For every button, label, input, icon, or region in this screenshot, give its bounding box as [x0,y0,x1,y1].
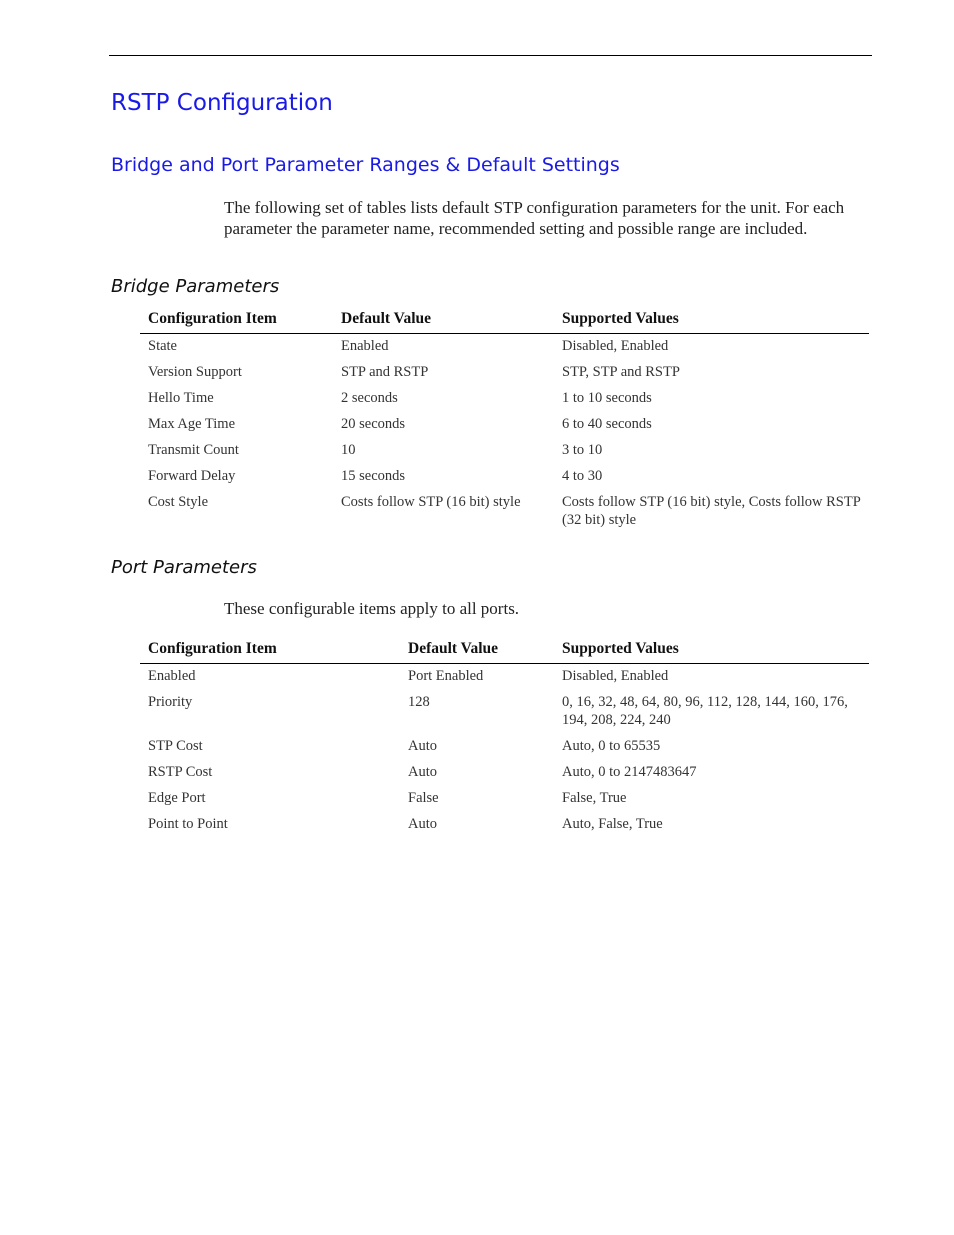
bridge-parameters-heading: Bridge Parameters [111,276,280,297]
supported-values-cell: Costs follow STP (16 bit) style, Costs follow RSTP (32 bit) style [562,494,861,528]
table-row [140,785,869,811]
column-header: Supported Values [554,639,869,664]
default-value-cell: False [408,790,439,806]
default-value-cell: 128 [408,694,430,710]
table-row [140,359,869,385]
header-rule [109,55,872,56]
supported-values-cell: 3 to 10 [562,442,603,458]
port-note-paragraph: These configurable items apply to all ports. [224,599,520,618]
port-parameters-table [140,639,869,837]
supported-values-cell: Auto, False, True [562,816,663,832]
configuration-item-cell: Point to Point [148,816,228,832]
supported-values-cell: STP, STP and RSTP [562,364,680,380]
table-row [140,411,869,437]
table-row [140,689,869,733]
table-row [140,437,869,463]
table-row [140,385,869,411]
supported-values-cell: 6 to 40 seconds [562,416,652,432]
table-header-row [140,309,869,334]
supported-values-cell: 1 to 10 seconds [562,390,652,406]
table-row [140,759,869,785]
configuration-item-cell: Forward Delay [148,468,236,484]
default-value-cell: 15 seconds [341,468,406,484]
table-row [140,664,869,690]
column-header: Configuration Item [140,639,400,664]
default-value-cell: 20 seconds [341,416,406,432]
configuration-item-cell: RSTP Cost [148,764,213,780]
configuration-item-cell: Enabled [148,668,196,684]
configuration-item-cell: State [148,338,177,354]
supported-values-cell: 4 to 30 [562,468,603,484]
column-header: Default Value [400,639,554,664]
default-value-cell: Port Enabled [408,668,484,684]
intro-paragraph: The following set of tables lists default STP configuration parameters for the unit. For each parameter the parameter name, recommended setting and possible range are included. [224,198,845,238]
supported-values-cell: Auto, 0 to 2147483647 [562,764,697,780]
default-value-cell: 10 [341,442,356,458]
default-value-cell: Enabled [341,338,389,354]
configuration-item-cell: Version Support [148,364,242,380]
configuration-item-cell: Priority [148,694,193,710]
column-header: Default Value [333,309,554,334]
table-row [140,463,869,489]
configuration-item-cell: Edge Port [148,790,206,806]
configuration-item-cell: STP Cost [148,738,203,754]
table-row [140,334,869,360]
default-value-cell: Auto [408,738,437,754]
port-parameters-heading: Port Parameters [111,557,257,578]
table-row [140,733,869,759]
table-row [140,811,869,837]
bridge-parameters-table [140,309,869,533]
default-value-cell: Auto [408,816,437,832]
configuration-item-cell: Transmit Count [148,442,239,458]
configuration-item-cell: Hello Time [148,390,214,406]
supported-values-cell: Disabled, Enabled [562,338,669,354]
supported-values-cell: Auto, 0 to 65535 [562,738,661,754]
page-title: RSTP Configuration [111,90,333,116]
column-header: Supported Values [554,309,869,334]
table-row [140,489,869,533]
default-value-cell: STP and RSTP [341,364,429,380]
configuration-item-cell: Cost Style [148,494,209,510]
supported-values-cell: 0, 16, 32, 48, 64, 80, 96, 112, 128, 144, 160, 176, 194, 208, 224, 240 [562,694,848,728]
supported-values-cell: Disabled, Enabled [562,668,669,684]
configuration-item-cell: Max Age Time [148,416,236,432]
default-value-cell: 2 seconds [341,390,398,406]
supported-values-cell: False, True [562,790,627,806]
default-value-cell: Costs follow STP (16 bit) style [341,494,521,510]
default-value-cell: Auto [408,764,437,780]
table-header-row [140,639,869,664]
section-heading: Bridge and Port Parameter Ranges & Default Settings [111,154,620,176]
column-header: Configuration Item [140,309,333,334]
